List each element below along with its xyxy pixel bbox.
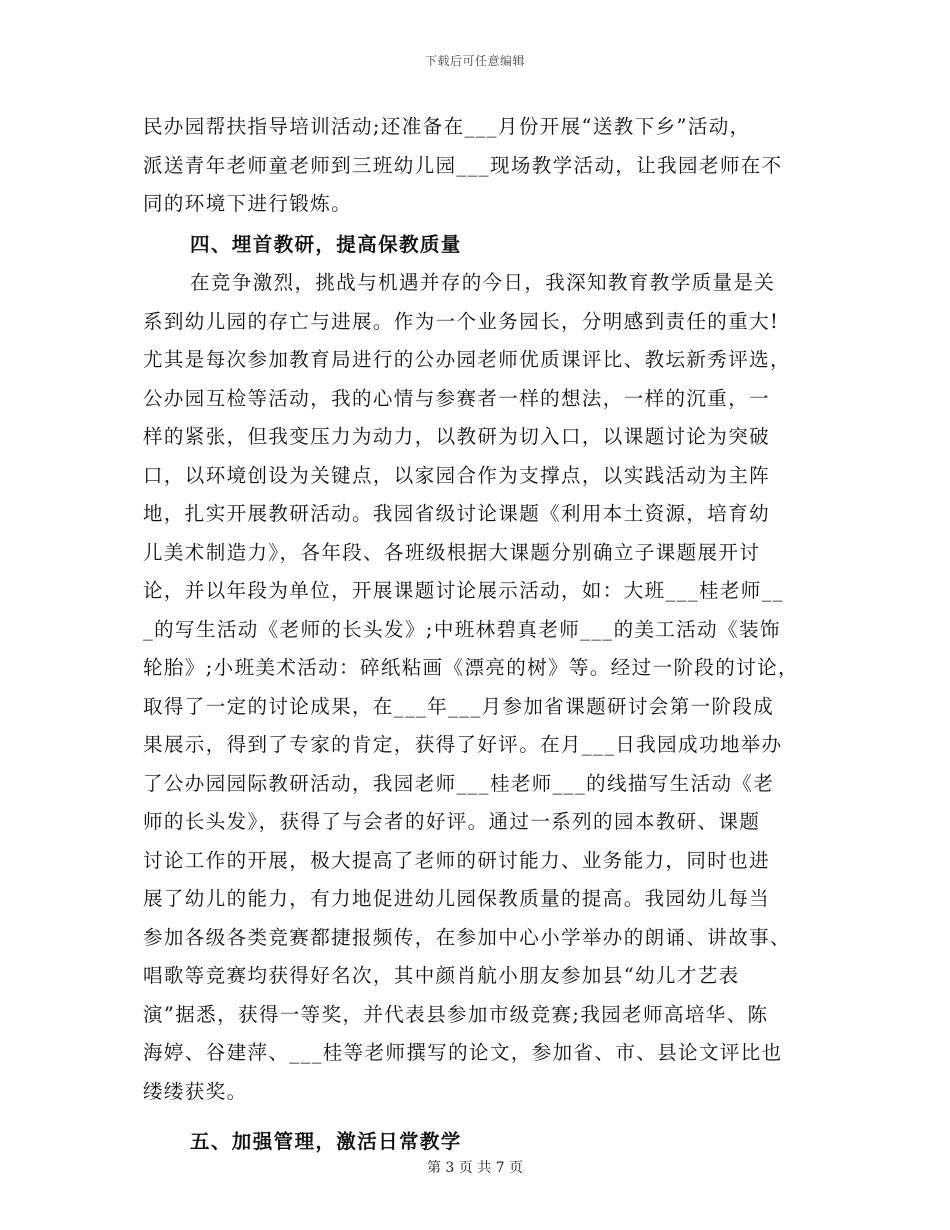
body-line: 公办园互检等活动，我的心情与参赛者一样的想法，一样的沉重，一 [143,386,771,410]
section-heading-4: 四、埋首教研，提高保教质量 [190,232,462,256]
body-line: _的写生活动《老师的长头发》;中班林碧真老师___的美工活动《装饰 [143,617,781,641]
body-line: 取得了一定的讨论成果，在___年___月参加省课题研讨会第一阶段成 [143,694,775,718]
body-line: 派送青年老师童老师到三班幼儿园___现场教学活动，让我园老师在不 [143,153,783,177]
page-header: 下载后可任意编辑 [424,54,525,68]
body-line: 师的长头发》，获得了与会者的好评。通过一系列的园本教研、课题 [143,810,761,833]
body-line: 口，以环境创设为关键点，以家园合作为支撑点，以实践活动为主阵 [143,463,771,487]
body-line: 民办园帮扶指导培训活动;还准备在___月份开展“送教下乡”活动， [143,115,751,138]
body-line: 海婷、谷建萍、___桂等老师撰写的论文，参加省、市、县论文评比也 [143,1041,783,1064]
body-line: 参加各级各类竞赛都捷报频传，在参加中心小学举办的朗诵、讲故事、 [143,925,791,949]
document-body [143,108,815,1162]
page-footer: 第 3 页 共 7 页 [426,1160,524,1176]
body-line: 儿美术制造力》，各年段、各班级根据大课题分别确立子课题展开讨 [143,540,761,564]
section-heading-5: 五、加强管理，激活日常教学 [190,1130,462,1153]
body-line: 讨论工作的开展，极大提高了老师的研讨能力、业务能力，同时也进 [143,848,771,872]
body-line: 地，扎实开展教研活动。我园省级讨论课题《利用本土资源，培育幼 [143,502,771,525]
body-line: 轮胎》;小班美术活动：碎纸粘画《漂亮的树》等。经过一阶段的讨论， [143,656,799,679]
body-line: 论，并以年段为单位，开展课题讨论展示活动，如：大班___桂老师__ [143,579,784,602]
body-line: 样的紧张，但我变压力为动力，以教研为切入口，以课题讨论为突破 [143,425,771,448]
body-line: 缕缕获奖。 [143,1079,248,1103]
body-line: 尤其是每次参加教育局进行的公办园老师优质课评比、教坛新秀评选， [143,348,791,371]
body-line: 同的环境下进行锻炼。 [143,192,353,215]
body-line: 唱歌等竞赛均获得好名次，其中颜肖航小朋友参加县“幼儿才艺表 [143,964,740,987]
body-line: 系到幼儿园的存亡与进展。作为一个业务园长，分明感到责任的重大! [143,309,780,333]
paragraph-gap [143,1111,815,1121]
body-line: 在竞争激烈，挑战与机遇并存的今日，我深知教育教学质量是关 [190,271,776,294]
body-line: 了公办园园际教研活动，我园老师___桂老师___的线描写生活动《老 [143,771,775,795]
body-line: 展了幼儿的能力，有力地促进幼儿园保教质量的提高。我园幼儿每当 [143,887,771,910]
body-line: 果展示，得到了专家的肯定，获得了好评。在月___日我园成功地举办 [143,733,783,756]
body-line: 演”据悉，获得一等奖，并代表县参加市级竞赛;我园老师高培华、陈 [143,1002,769,1026]
